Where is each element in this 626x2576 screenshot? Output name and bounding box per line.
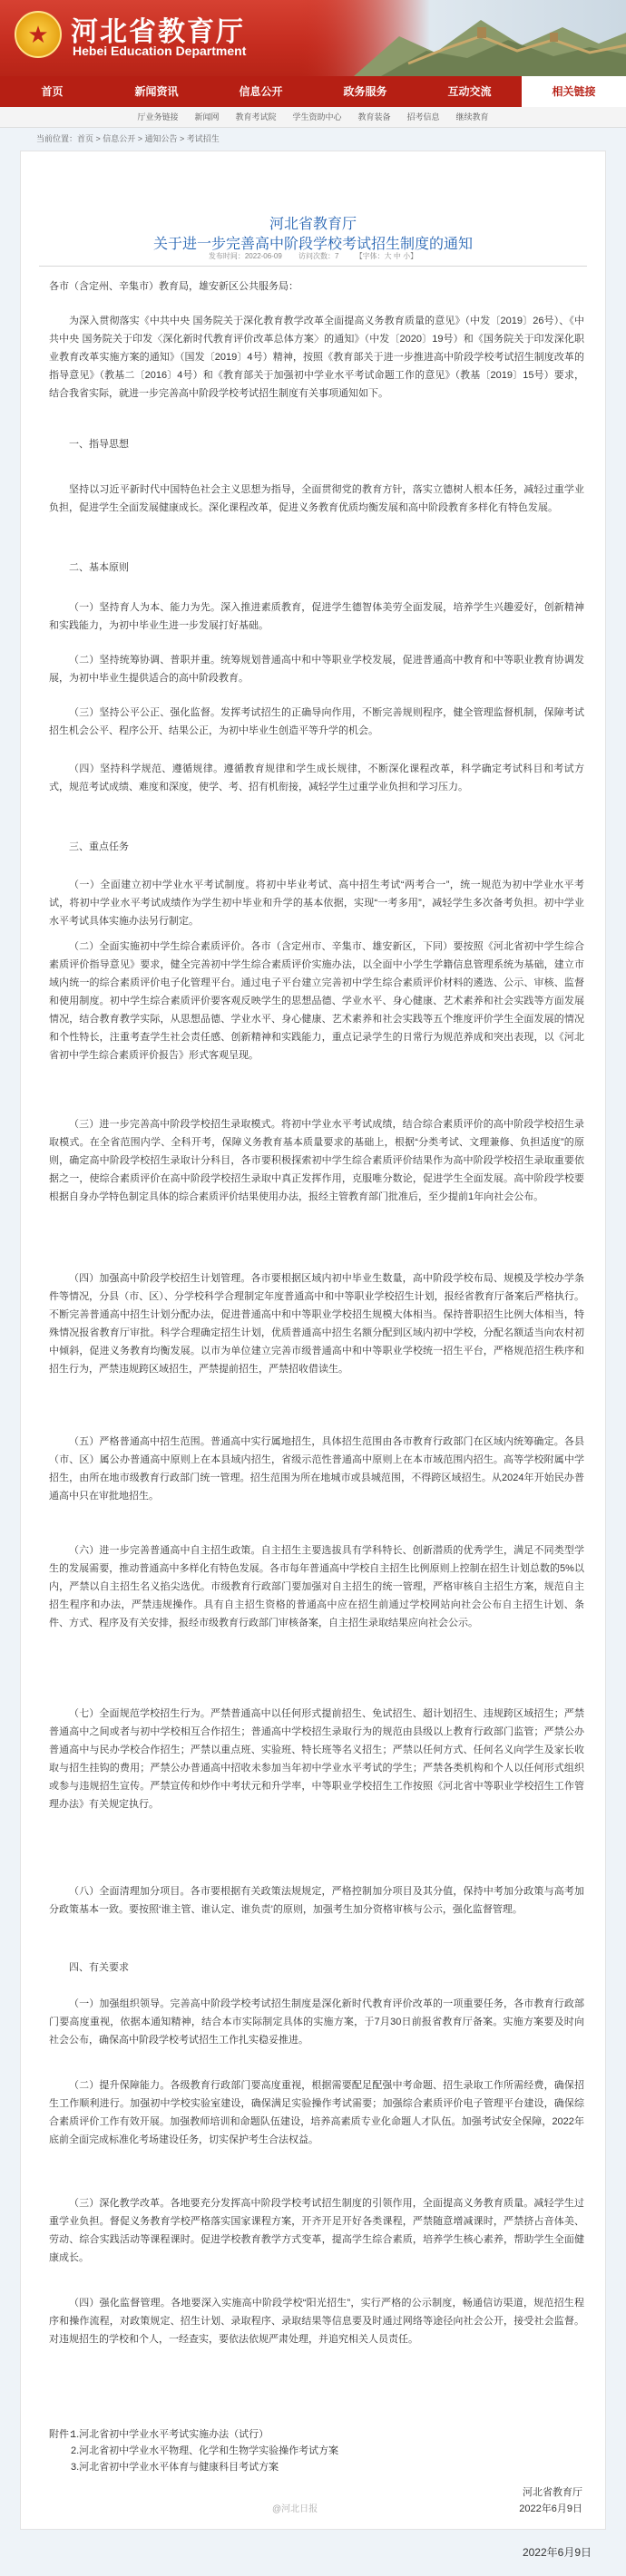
site-header (0, 0, 626, 76)
paragraph: （五）严格普通高中招生范围。普通高中实行属地招生，具体招生范围由各市教育行政部门在区域内统筹确定。各县（市、区）属公办普通高中原则上在本县域内招生，省级示范性普通高中原则上在本市域范围内招生。高等学校附属中学招生，由所在地市级教育行政部门统一管理。招生范围为所在地城市或县城范围，不得跨区域招生。从2024年开始民办普通高中只在审批地招生。 (49, 1436, 584, 1502)
great-wall-banner-image (299, 0, 626, 76)
paragraph: 为深入贯彻落实《中共中央 国务院关于深化教育教学改革全面提高义务教育质量的意见》（中发〔2019〕26号）、《中共中央 国务院关于印发〈深化新时代教育评价改革总体方案〉的通知》（中发〔2020〕19号）和《国务院关于印发深化职业教育改革实施方案的通知》（国发〔2019〕4号）精神，按照《教育部关于进一步推进高中阶段学校考试招生制度改革的指导意见》（教基二〔2016〕4号）和《教育部关于加强初中学业水平考试命题工作的意见》（教基〔2019〕15号）要求，结合我省实际，就进一步完善高中阶段学校考试招生制度有关事项通知如下。 (49, 316, 584, 399)
site-title: 河北省教育厅 (71, 17, 245, 47)
paragraph: （一）坚持育人为本、能力为先。深入推进素质教育，促进学生德智体美劳全面发展，培养学生兴趣爱好，创新精神和实践能力，为初中毕业生进一步发展打好基础。 (49, 602, 584, 631)
national-emblem-icon (15, 11, 62, 58)
site-subtitle: Hebei Education Department (73, 44, 247, 58)
article-heading (21, 215, 605, 255)
sub-nav (0, 107, 626, 128)
paragraph: 坚持以习近平新时代中国特色社会主义思想为指导，全面贯彻党的教育方针，落实立德树人根本任务，减轻过重学业负担，促进学生全面发展健康成长。深化课程改革，促进义务教育优质均衡发展和高中阶段教育多样化有特色发展。 (49, 484, 584, 513)
subnav-link[interactable]: 厅业务链接 (137, 112, 179, 122)
main-nav (0, 76, 626, 107)
paragraph: （三）深化教学改革。各地要充分发挥高中阶段学校考试招生制度的引领作用，全面提高义务教育质量。减轻学生过重学业负担。督促义务教育学校严格落实国家课程方案，开齐开足开好各类课程，严禁随意增减课时，严禁挤占音体美、劳动、综合实践活动等课程课时。促进学校教育教学方式变革，提高学生综合素质，培养学生核心素养，帮助学生全面健康成长。 (49, 2198, 584, 2263)
paragraph: （四）强化监督管理。各地要深入实施高中阶段学校“阳光招生”，实行严格的公示制度，畅通信访渠道，规范招生程序和操作流程，对政策规定、招生计划、录取程序、录取结果等信息要及时通过网络等途径向社会公开，接受社会监督。对违规招生的学校和个人，一经查实，要依法依规严肃处理，并追究相关人员责任。 (49, 2298, 584, 2345)
footer-date: 2022年6月9日 (522, 2546, 592, 2559)
publish-date: 发布时间：2022-06-09 (208, 252, 282, 260)
signature-org: 河北省教育厅 (523, 2487, 582, 2498)
subnav-link[interactable]: 学生资助中心 (292, 112, 342, 122)
paragraph: （四）加强高中阶段学校招生计划管理。各市要根据区域内初中毕业生数量，高中阶段学校布局、规模及学校办学条件等情况，分县（市、区）、分学校科学合理制定年度普通高中和中等职业学校招生计划，报经省教育厅备案后严格执行。不断完善普通高中招生计划分配办法，促进普通高中和中等职业学校招生规模大体相当。保持普职招生比例大体相当，特殊情况报省教育厅审批。科学合理确定招生计划，优质普通高中招生名额分配到区域内初中学校，分配名额适当向农村初中倾斜，促进义务教育均衡发展。以市为单位建立完善市级普通高中和中等职业学校统一招生平台，严格规范招生秩序和招生行为，严禁违规跨区域招生，严禁提前招生，严禁招收借读生。 (49, 1273, 584, 1375)
subnav-link[interactable]: 招考信息 (406, 112, 440, 122)
paragraph: （三）坚持公平公正、强化监督。发挥考试招生的正确导向作用，不断完善规则程序，健全管理监督机制，保障考试招生机会公平、程序公开、结果公正，为初中毕业生创造平等升学的机会。 (49, 707, 584, 736)
nav-item-public-info[interactable]: 信息公开 (239, 85, 283, 98)
attachments-label: 附件： (49, 2429, 79, 2440)
nav-item-interaction[interactable]: 互动交流 (447, 85, 492, 98)
section-heading: 四、有关要求 (69, 1962, 129, 1973)
paragraph: （二）全面实施初中学生综合素质评价。各市（含定州市、辛集市、雄安新区，下同）要按照《河北省初中学生综合素质评价指导意见》要求，健全完善初中学生综合素质评价实施办法，以全面中小学生学籍信息管理系统为基础，建立市域内统一的综合素质评价电子化管理平台。通过电子平台建立完善初中学生综合素质评价材料的遴选、公示、审核、监督和使用制度。初中学生综合素质评价要客观反映学生的思想品德、学业水平、身心健康、艺术素养和社会实践等方面发展情况，结合教育教学实际，从思想品德、学业水平、身心健康、艺术素养和社会实践等五个维度评价学生全面发展的情况和个性特长，注重考查学生社会责任感、创新精神和实践能力，重点记录学生的日常行为规范养成和突出表现，以《河北省初中学生综合素质评价报告》形式客观呈现。 (49, 941, 584, 1061)
watermark: @河北日报 (272, 2504, 318, 2514)
attachment-link[interactable]: 3.河北省初中学业水平体育与健康科目考试方案 (71, 2462, 279, 2473)
divider (39, 266, 587, 267)
paragraph: （一）加强组织领导。完善高中阶段学校考试招生制度是深化新时代教育评价改革的一项重要任务，各市教育行政部门要高度重视，依据本通知精神，结合本市实际制定具体的实施方案，于7月30日前报省教育厅备案。实施方案要及时向社会公布，确保高中阶段学校考试招生工作扎实稳妥推进。 (49, 1998, 584, 2046)
paragraph: （七）全面规范学校招生行为。严禁普通高中以任何形式提前招生、免试招生、超计划招生、违规跨区域招生；严禁普通高中之间或者与初中学校相互合作招生；普通高中学校招生录取行为的规范由县级以上教育行政部门监管；严禁公办普通高中与民办学校合作招生；严禁以重点班、实验班、特长班等名义招生；严禁以任何方式、任何名义向学生及家长收取与招生挂钩的费用；严禁公办普通高中招收未参加当年初中学业水平考试的学生；严禁各类机构和个人以任何形式组织或参与违规招生宣传。严禁宣传和炒作中考状元和升学率，中等职业学校招生工作按照《河北省中等职业学校招生工作管理办法》有关规定执行。 (49, 1708, 584, 1810)
font-size-switch[interactable]: 【字体：大 中 小】 (355, 252, 418, 260)
article-meta (21, 251, 605, 261)
nav-item-news[interactable]: 新闻资讯 (134, 85, 179, 98)
paragraph: （三）进一步完善高中阶段学校招生录取模式。将初中学业水平考试成绩，结合综合素质评价的高中阶段学校招生录取模式。在全省范围内学、全科开考，保障义务教育基本质量要求的基础上，根据“分类考试、文理兼修、负担适度”的原则，确定高中阶段学校招生录取计分科目，各市要积极探索初中学生综合素质评价结果作为高中阶段学校招生录取重要依据之一，使综合素质评价在高中阶段学校招生录取中真正发挥作用，克服唯分数论，促进学生全面发展。高中阶段学校要根据自身办学特色制定具体的综合素质评价结果使用办法，报经主管教育部门批准后，至少提前1年向社会公布。 (49, 1119, 584, 1202)
nav-item-home[interactable]: 首页 (41, 85, 64, 98)
nav-item-services[interactable]: 政务服务 (343, 85, 387, 98)
section-heading: 三、重点任务 (69, 841, 129, 852)
paragraph: （一）全面建立初中学业水平考试制度。将初中毕业考试、高中招生考试“两考合一”，统一规范为初中学业水平考试，将初中学业水平考试成绩作为学生初中毕业和升学的基本依据，实现“一考多用”，减轻学生多次备考负担。初中学业水平考试具体实施办法另行制定。 (49, 880, 584, 927)
paragraph: （二）提升保障能力。各级教育行政部门要高度重视，根据需要配足配强中考命题、招生录取工作所需经费，确保招生工作顺利进行。加强初中学校实验室建设，确保满足实验操作考试需要；加强综合素质评价电子管理平台建设，确保综合素质评价工作有效开展。加强教师培训和命题队伍建设，培养高素质专业化命题人才队伍。加强考试安全保障，2022年底前全面完成标准化考场建设任务，切实保护考生合法权益。 (49, 2080, 584, 2145)
paragraph: （八）全面清理加分项目。各市要根据有关政策法规规定，严格控制加分项目及其分值，保持中考加分政策与高考加分政策基本一致。要按照‘谁主管、谁认定、谁负责’的原则，加强考生加分资格审核与公示，强化监督管理。 (49, 1886, 584, 1915)
subnav-link[interactable]: 新闻网 (194, 112, 220, 122)
section-heading: 一、指导思想 (69, 439, 129, 450)
paragraph: （六）进一步完善普通高中自主招生政策。自主招生主要选拔具有学科特长、创新潜质的优秀学生，满足不同类型学生的发展需要，推动普通高中多样化有特色发展。各市每年普通高中学校自主招生比例原则上控制在招生计划总数的5%以内，严禁以自主招生名义掐尖选优。市级教育行政部门要加强对自主招生的统一管理，严格审核自主招生方案，规范自主招生程序和办法，严禁违规操作。具有自主招生资格的普通高中应在招生前通过学校网站向社会公布自主招生计划、条件、方式、程序及有关安排，报经市级教育行政部门审核备案，自主招生录取结果应向社会公示。 (49, 1545, 584, 1628)
article-org: 河北省教育厅 (269, 217, 357, 232)
nav-item-links[interactable]: 相关链接 (522, 76, 626, 107)
subnav-link[interactable]: 教育装备 (357, 112, 391, 122)
subnav-link[interactable]: 继续教育 (455, 112, 489, 122)
signature-date: 2022年6月9日 (519, 2503, 582, 2514)
attachment-link[interactable]: 1.河北省初中学业水平考试实施办法（试行） (71, 2429, 269, 2440)
section-heading: 二、基本原则 (69, 562, 129, 573)
subnav-link[interactable]: 教育考试院 (235, 112, 277, 122)
paragraph: （四）坚持科学规范、遵循规律。遵循教育规律和学生成长规律，不断深化课程改革，科学确定考试科目和考试方式，规范考试成绩、难度和深度，使学、考、招有机衔接，减轻学生过重学业负担和学习压力。 (49, 763, 584, 792)
view-count: 访问次数：7 (298, 252, 339, 260)
paragraph: （二）坚持统筹协调、普职并重。统筹规划普通高中和中等职业学校发展，促进普通高中教育和中等职业教育协调发展，为初中毕业生提供适合的高中阶段教育。 (49, 655, 584, 684)
attachment-link[interactable]: 2.河北省初中学业水平物理、化学和生物学实验操作考试方案 (71, 2445, 339, 2456)
breadcrumb[interactable]: 当前位置：首页 > 信息公开 > 通知公告 > 考试招生 (36, 134, 220, 143)
greeting: 各市（含定州、辛集市）教育局，雄安新区公共服务局： (49, 281, 298, 292)
article-title: 关于进一步完善高中阶段学校考试招生制度的通知 (152, 237, 473, 252)
